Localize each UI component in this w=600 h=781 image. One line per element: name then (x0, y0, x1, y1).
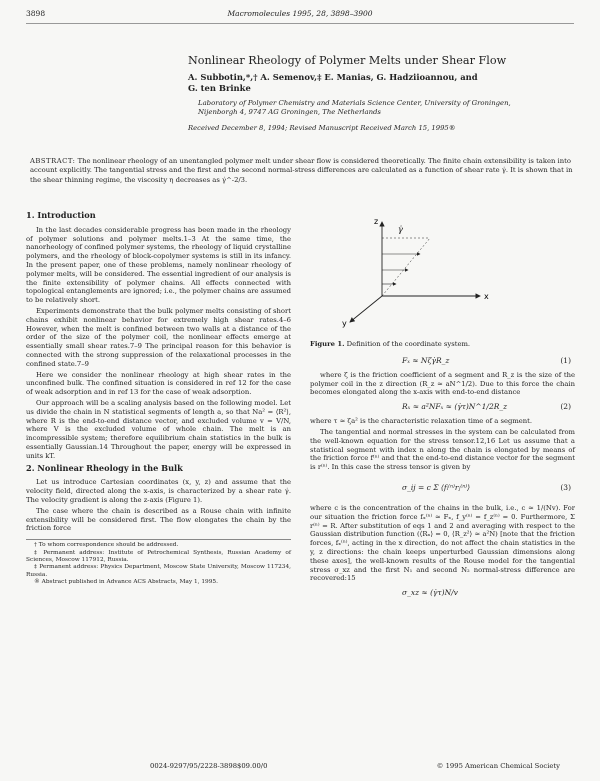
section-heading-introduction: 1. Introduction (26, 210, 96, 220)
equation-3-number: (3) (560, 482, 571, 492)
right-paragraph-3: The tangential and normal stresses in the system can be calculated from the well-known equation for the stress tensor.12,16 Let us assume that a statistical segment with index n along the chain is elongated by means of the friction force f⁽ⁿ⁾ and that the end-to-end distance vector for the segment is r⁽ⁿ⁾. In this case the stress tensor is given by (310, 427, 575, 472)
equation-2 (310, 399, 575, 417)
received-dates: Received December 8, 1994; Revised Manuscript Received March 15, 1995® (188, 124, 456, 132)
abstract-text: The nonlinear rheology of an unentangled polymer melt under shear flow is considered theoretically. The finite chain extensibility is taken into account explicitly. The tangential stress and the first and the second normal-stress differences are calculated as a function of shear rate γ̇. It is shown that in the shear thinning regime, the viscosity η decreases as γ̇^-2/3. (30, 157, 573, 184)
right-paragraph-2: where τ ≈ ζa² is the characteristic relaxation time of a segment. (310, 417, 533, 426)
z-label: z (374, 217, 379, 226)
footnote: ‡ Permanent address: Institute of Petrochemical Synthesis, Russian Academy of Sciences, Moscow 117912, Russia. (26, 549, 291, 563)
y-label: y (342, 319, 347, 328)
abstract (30, 157, 573, 185)
equation-1 (310, 353, 575, 371)
figure-caption-label: Figure 1. (310, 340, 345, 348)
footnotes (26, 539, 291, 586)
footnote: ‡ Permanent address: Physics Department, Moscow State University, Moscow 117234, Russia. (26, 564, 291, 578)
y-axis (350, 296, 382, 322)
page-number: 3898 (26, 9, 46, 18)
coordinate-diagram (310, 208, 575, 336)
running-header (26, 9, 574, 24)
velocity-profile (382, 238, 430, 296)
left-column (26, 208, 291, 587)
shear-rate-label: γ̇ (398, 225, 403, 234)
equation-4 (310, 585, 575, 603)
equation-3-expr: σ_ij = c Σ ⟨fᵢ⁽ⁿ⁾rⱼ⁽ⁿ⁾⟩ (402, 482, 471, 492)
right-column (310, 340, 575, 603)
equation-1-number: (1) (560, 355, 571, 365)
authors-line-1: A. Subbotin,*,† A. Semenov,‡ E. Manias, G. Hadziioannou, and (188, 72, 478, 82)
intro-paragraph-1: In the last decades considerable progress has been made in the rheology of polymer solutions and polymer melts.1–3 At the same time, the nanorheology of confined polymer systems, the rheology of liquid crystalline polymers, and the rheology of block-copolymer systems is still in its infancy. In the present paper, one of these problems, namely nonlinear rheology of polymer melts, will be considered. The essential ingredient of our analysis is the finite extensibility of polymer chains. All effects connected with topological entanglements are ignored; i.e., the polymer chains are assumed to be relatively short. (26, 225, 291, 305)
affiliation-line-2: Nijenborgh 4, 9747 AG Groningen, The Netherlands (198, 108, 381, 116)
bulk-paragraph-2: The case where the chain is described as a Rouse chain with infinite extensibility will be considered first. The flow elongates the chain by the friction force (26, 506, 291, 533)
affiliation (198, 99, 568, 117)
paper-title: Nonlinear Rheology of Polymer Melts under Shear Flow (188, 54, 507, 67)
figure-1 (310, 208, 575, 336)
equation-3 (310, 474, 575, 504)
equation-1-expr: Fₓ ≈ Nζγ̇R_z (402, 355, 450, 365)
authors-line-2: G. ten Brinke (188, 83, 251, 93)
right-paragraph-1: where ζ is the friction coefficient of a segment and R_z is the size of the polymer coil in the z direction (R_z ≈ aN^1/2). Due to this force the chain becomes elongated along the x-axis with end-to-end distance (310, 370, 575, 397)
footnote: ® Abstract published in Advance ACS Abstracts, May 1, 1995. (34, 579, 218, 586)
page-footer (150, 762, 560, 774)
article-code: 0024-9297/95/2228-3898$09.00/0 (150, 762, 268, 770)
figure-caption-text: Definition of the coordinate system. (346, 340, 471, 348)
affiliation-line-1: Laboratory of Polymer Chemistry and Materials Science Center, University of Groningen, (198, 99, 511, 107)
footnote: † To whom correspondence should be addressed. (34, 542, 179, 549)
right-paragraph-4: where c is the concentration of the chains in the bulk, i.e., c ≈ 1/(Nv). For our situation the friction force fₓ⁽ⁿ⁾ ≈ Fₓ, f_y⁽ⁿ⁾ = f_z⁽ⁿ⁾ = 0. Furthermore, Σ r⁽ⁿ⁾ = R. After substitution of eqs 1 and 2 and averaging with respect to the Gaussian distribution function (⟨Rₓ⟩ = 0, ⟨R_z²⟩ ≈ a²N) [note that the friction forces, fₓ⁽ⁿ⁾, acting in the x direction, do not affect the chain statistics in the y, z directions: the chain keeps unperturbed Gaussian dimensions along these axes], the well-known results of the Rouse model for the tangential stress σ_xz and the first N₁ and second N₂ normal-stress difference are recovered:15 (310, 503, 575, 583)
bulk-paragraph-1: Let us introduce Cartesian coordinates (x, y, z) and assume that the velocity field, directed along the x-axis, is characterized by a shear rate γ̇. The velocity gradient is along the z-axis (Figure 1). (26, 478, 291, 504)
section-heading-bulk: 2. Nonlinear Rheology in the Bulk (26, 462, 183, 473)
figure-caption (310, 340, 575, 349)
author-list (188, 72, 568, 94)
intro-paragraph-4: Our approach will be a scaling analysis based on the following model. Let us divide the chain in N statistical segments of length a, so that Na² = ⟨R²⟩, where R is the end-to-end distance vector, and excluded volume v = V/N, where V is the excluded volume of whole chain. The melt is an incompressible system; therefore equilibrium chain statistics in the bulk is essentially Gaussian.14 Throughout the paper, energy will be expressed in units kT. (26, 398, 291, 460)
intro-paragraph-2: Experiments demonstrate that the bulk polymer melts consisting of short chains exhibit nonlinear behavior for extremely high shear rates.4–6 However, when the melt is confined between two walls at a distance of the order of the size of the polymer coil, the nonlinear effects emerge at essentially small shear rates.7–9 The principal reason for this behavior is connected with the strong suppression of the relaxational processes in the confined state.7–9 (26, 306, 291, 368)
journal-citation: Macromolecules 1995, 28, 3898–3900 (227, 9, 373, 18)
intro-paragraph-3: Here we consider the nonlinear rheology at high shear rates in the unconfined bulk. The confined situation is considered in ref 12 for the case of weak adsorption and in ref 13 for the case of weak adsorption. (26, 370, 291, 397)
abstract-label: ABSTRACT: (30, 157, 76, 165)
x-label: x (484, 292, 489, 301)
equation-4-expr: σ_xz ≈ (γ̇τ)N/v (402, 588, 458, 598)
copyright: © 1995 American Chemical Society (436, 762, 560, 770)
equation-2-expr: Rₓ ≈ a²NFₓ ≈ (γ̇τ)N^1/2R_z (402, 402, 508, 412)
equation-2-number: (2) (560, 402, 571, 412)
